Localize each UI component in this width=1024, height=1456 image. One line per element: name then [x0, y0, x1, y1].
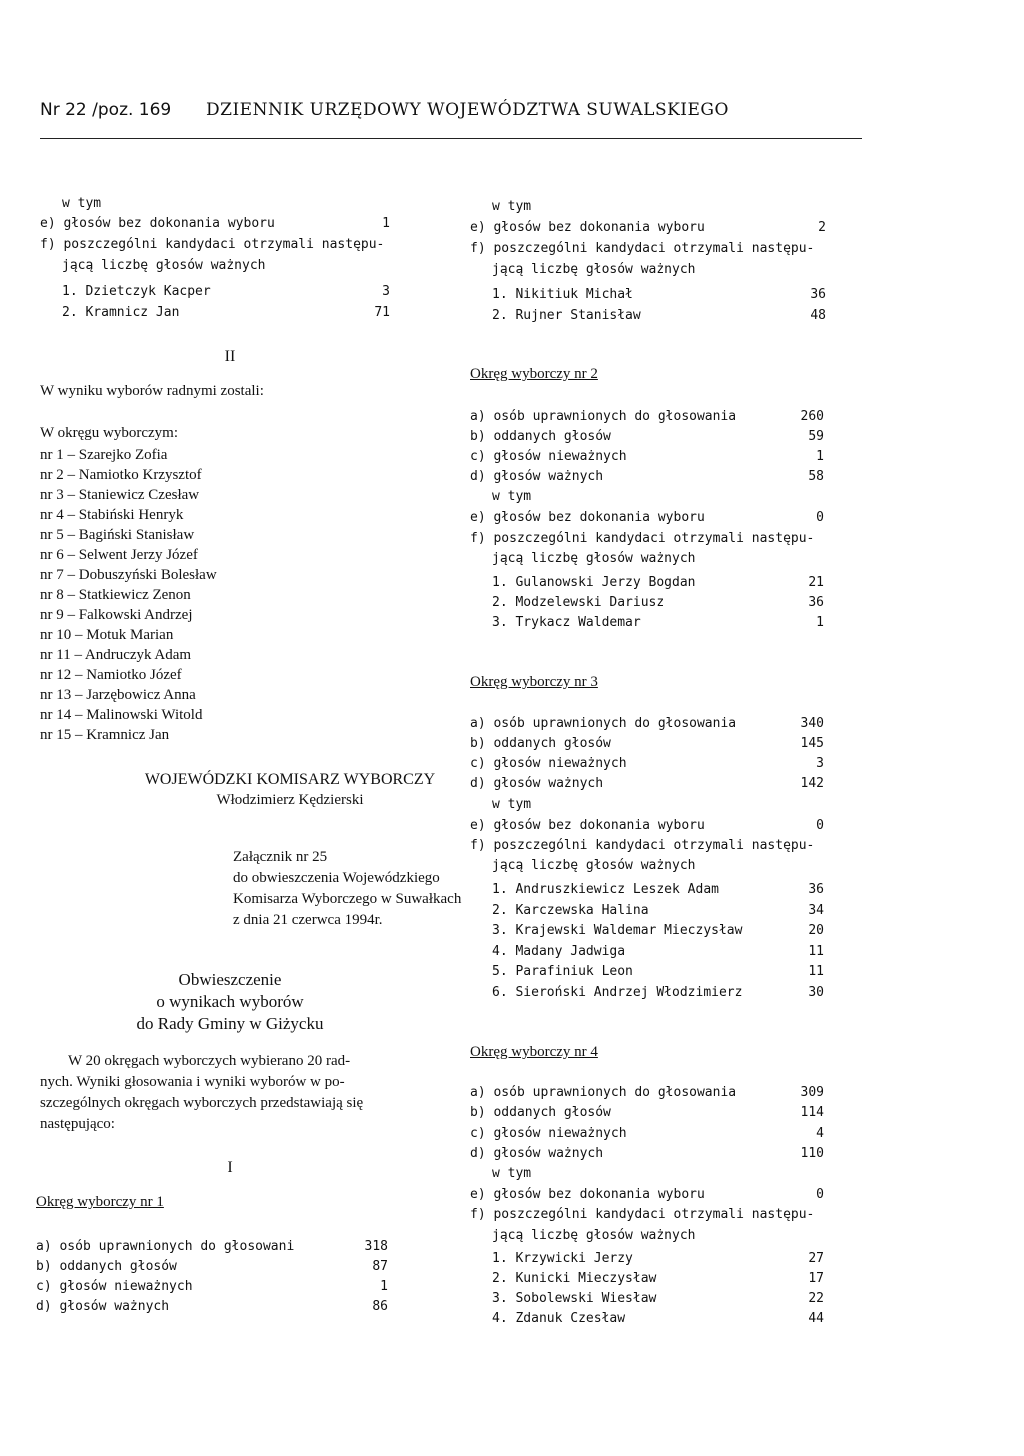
- result-label: b) oddanych głosów: [470, 1105, 611, 1120]
- paragraph-line: następująco:: [40, 1116, 115, 1132]
- f-label-line1: f) poszczególni kandydaci otrzymali następu-: [470, 1207, 815, 1222]
- candidate-votes: 36: [810, 287, 826, 302]
- elected-item: nr 6 – Selwent Jerzy Józef: [40, 547, 198, 563]
- result-value: 110: [800, 1146, 824, 1161]
- e-label: e) głosów bez dokonania wyboru: [470, 220, 705, 235]
- annex-line: Komisarza Wyborczego w Suwałkach: [233, 891, 462, 907]
- announcement-subtitle: do Rady Gminy w Giżycku: [136, 1014, 324, 1033]
- candidate-votes: 20: [808, 923, 824, 938]
- e-value: 0: [816, 818, 824, 833]
- section-numeral: II: [224, 348, 236, 365]
- candidate-name: 4. Zdanuk Czesław: [492, 1311, 626, 1326]
- e-label: e) głosów bez dokonania wyboru: [40, 216, 275, 231]
- district-title: Okręg wyborczy nr 4: [470, 1044, 598, 1060]
- candidate-name: 3. Sobolewski Wiesław: [492, 1291, 657, 1306]
- paragraph-line: W 20 okręgach wyborczych wybierano 20 rad-: [68, 1053, 351, 1069]
- elected-item: nr 3 – Staniewicz Czesław: [40, 487, 200, 503]
- annex-title: Załącznik nr 25: [233, 849, 328, 865]
- elected-item: nr 14 – Malinowski Witold: [40, 707, 203, 723]
- result-label: a) osób uprawnionych do głosowania: [470, 1085, 737, 1100]
- w-tym-label: w tym: [492, 489, 532, 504]
- announcement-subtitle: o wynikach wyborów: [156, 992, 304, 1011]
- result-value: 340: [800, 716, 824, 731]
- candidate-votes: 1: [816, 615, 824, 630]
- candidate-name: 2. Kunicki Mieczysław: [492, 1271, 657, 1286]
- paragraph-line: nych. Wyniki głosowania i wyniki wyborów w po-: [40, 1074, 345, 1090]
- district-title: Okręg wyborczy nr 1: [36, 1194, 164, 1210]
- candidate-votes: 22: [808, 1291, 824, 1306]
- result-label: d) głosów ważnych: [470, 776, 604, 791]
- signature-name: Włodzimierz Kędzierski: [216, 792, 364, 808]
- result-label: b) oddanych głosów: [36, 1259, 177, 1274]
- result-label: d) głosów ważnych: [470, 1146, 604, 1161]
- w-tym-label: w tym: [62, 196, 102, 211]
- f-label-line2: jącą liczbę głosów ważnych: [492, 551, 696, 566]
- e-value: 2: [818, 220, 826, 235]
- elected-item: nr 11 – Andruczyk Adam: [40, 647, 192, 663]
- candidate-votes: 36: [808, 595, 824, 610]
- elected-subheading: W okręgu wyborczym:: [40, 425, 179, 441]
- result-value: 59: [808, 429, 824, 444]
- result-value: 87: [372, 1259, 388, 1274]
- f-label-line2: jącą liczbę głosów ważnych: [492, 858, 696, 873]
- signature-office: WOJEWÓDZKI KOMISARZ WYBORCZY: [144, 771, 436, 788]
- announcement-title: Obwieszczenie: [178, 970, 282, 989]
- elected-item: nr 4 – Stabiński Henryk: [40, 507, 184, 523]
- w-tym-label: w tym: [492, 199, 532, 214]
- result-label: a) osób uprawnionych do głosowani: [36, 1239, 295, 1254]
- candidate-name: 1. Dzietczyk Kacper: [62, 284, 211, 299]
- candidate-votes: 71: [374, 305, 390, 320]
- elected-item: nr 12 – Namiotko Józef: [40, 667, 182, 683]
- result-value: 318: [364, 1239, 388, 1254]
- candidate-votes: 34: [808, 903, 824, 918]
- elected-item: nr 7 – Dobuszyński Bolesław: [40, 567, 217, 583]
- candidate-name: 1. Gulanowski Jerzy Bogdan: [492, 575, 696, 590]
- f-label-line2: jącą liczbę głosów ważnych: [492, 262, 696, 277]
- candidate-name: 2. Kramnicz Jan: [62, 305, 180, 320]
- result-value: 4: [816, 1126, 824, 1141]
- f-label-line2: jącą liczbę głosów ważnych: [62, 258, 266, 273]
- result-value: 309: [800, 1085, 824, 1100]
- annex-date: z dnia 21 czerwca 1994r.: [233, 912, 383, 928]
- candidate-name: 1. Krzywicki Jerzy: [492, 1251, 633, 1266]
- e-label: e) głosów bez dokonania wyboru: [470, 1187, 705, 1202]
- page-header: [40, 100, 864, 130]
- candidate-name: 1. Andruszkiewicz Leszek Adam: [492, 882, 719, 897]
- candidate-votes: 48: [810, 308, 826, 323]
- elected-item: nr 5 – Bagiński Stanisław: [40, 527, 195, 543]
- result-value: 114: [800, 1105, 824, 1120]
- district-title: Okręg wyborczy nr 2: [470, 366, 598, 382]
- section-numeral: I: [227, 1159, 233, 1176]
- candidate-votes: 44: [808, 1311, 824, 1326]
- elected-item: nr 2 – Namiotko Krzysztof: [40, 467, 202, 483]
- header-rule: [40, 138, 862, 139]
- e-label: e) głosów bez dokonania wyboru: [470, 818, 705, 833]
- result-label: c) głosów nieważnych: [470, 1126, 627, 1141]
- paragraph-line: szczególnych okręgach wyborczych przedstawiają się: [40, 1095, 364, 1111]
- elected-item: nr 1 – Szarejko Zofia: [40, 447, 168, 463]
- result-label: d) głosów ważnych: [36, 1299, 170, 1314]
- candidate-votes: 36: [808, 882, 824, 897]
- result-label: b) oddanych głosów: [470, 736, 611, 751]
- e-value: 1: [382, 216, 390, 231]
- elected-item: nr 15 – Kramnicz Jan: [40, 727, 170, 743]
- f-label-line1: f) poszczególni kandydaci otrzymali następu-: [40, 237, 385, 252]
- candidate-votes: 30: [808, 985, 824, 1000]
- result-label: a) osób uprawnionych do głosowania: [470, 409, 737, 424]
- candidate-votes: 11: [808, 964, 824, 979]
- candidate-votes: 27: [808, 1251, 824, 1266]
- elected-item: nr 8 – Statkiewicz Zenon: [40, 587, 191, 603]
- f-label-line2: jącą liczbę głosów ważnych: [492, 1228, 696, 1243]
- result-value: 1: [380, 1279, 388, 1294]
- elected-item: nr 9 – Falkowski Andrzej: [40, 607, 193, 623]
- issue-number: Nr 22 /poz. 169: [40, 100, 172, 120]
- journal-title: DZIENNIK URZĘDOWY WOJEWÓDZTWA SUWALSKIEGO: [206, 100, 729, 120]
- candidate-votes: 21: [808, 575, 824, 590]
- elected-item: nr 10 – Motuk Marian: [40, 627, 174, 643]
- candidate-name: 3. Krajewski Waldemar Mieczysław: [492, 923, 743, 938]
- f-label-line1: f) poszczególni kandydaci otrzymali następu-: [470, 241, 815, 256]
- result-value: 145: [800, 736, 824, 751]
- f-label-line1: f) poszczególni kandydaci otrzymali następu-: [470, 531, 815, 546]
- f-label-line1: f) poszczególni kandydaci otrzymali następu-: [470, 838, 815, 853]
- e-label: e) głosów bez dokonania wyboru: [470, 510, 705, 525]
- candidate-votes: 17: [808, 1271, 824, 1286]
- candidate-votes: 3: [382, 284, 390, 299]
- candidate-name: 6. Sieroński Andrzej Włodzimierz: [492, 985, 743, 1000]
- elected-intro: W wyniku wyborów radnymi zostali:: [40, 383, 264, 399]
- e-value: 0: [816, 510, 824, 525]
- w-tym-label: w tym: [492, 797, 532, 812]
- annex-line: do obwieszczenia Wojewódzkiego: [233, 870, 440, 886]
- candidate-name: 2. Rujner Stanisław: [492, 308, 641, 323]
- result-value: 3: [816, 756, 824, 771]
- result-label: d) głosów ważnych: [470, 469, 604, 484]
- candidate-name: 3. Trykacz Waldemar: [492, 615, 641, 630]
- elected-item: nr 13 – Jarzębowicz Anna: [40, 687, 196, 703]
- result-label: c) głosów nieważnych: [470, 449, 627, 464]
- w-tym-label: w tym: [492, 1166, 532, 1181]
- e-value: 0: [816, 1187, 824, 1202]
- candidate-name: 2. Modzelewski Dariusz: [492, 595, 665, 610]
- result-label: b) oddanych głosów: [470, 429, 611, 444]
- candidate-votes: 11: [808, 944, 824, 959]
- candidate-name: 1. Nikitiuk Michał: [492, 287, 633, 302]
- result-value: 142: [800, 776, 824, 791]
- result-label: c) głosów nieważnych: [36, 1279, 193, 1294]
- candidate-name: 4. Madany Jadwiga: [492, 944, 626, 959]
- district-title: Okręg wyborczy nr 3: [470, 674, 598, 690]
- result-value: 86: [372, 1299, 388, 1314]
- candidate-name: 5. Parafiniuk Leon: [492, 964, 633, 979]
- candidate-name: 2. Karczewska Halina: [492, 903, 649, 918]
- result-label: c) głosów nieważnych: [470, 756, 627, 771]
- result-value: 58: [808, 469, 824, 484]
- result-value: 1: [816, 449, 824, 464]
- result-label: a) osób uprawnionych do głosowania: [470, 716, 737, 731]
- result-value: 260: [800, 409, 824, 424]
